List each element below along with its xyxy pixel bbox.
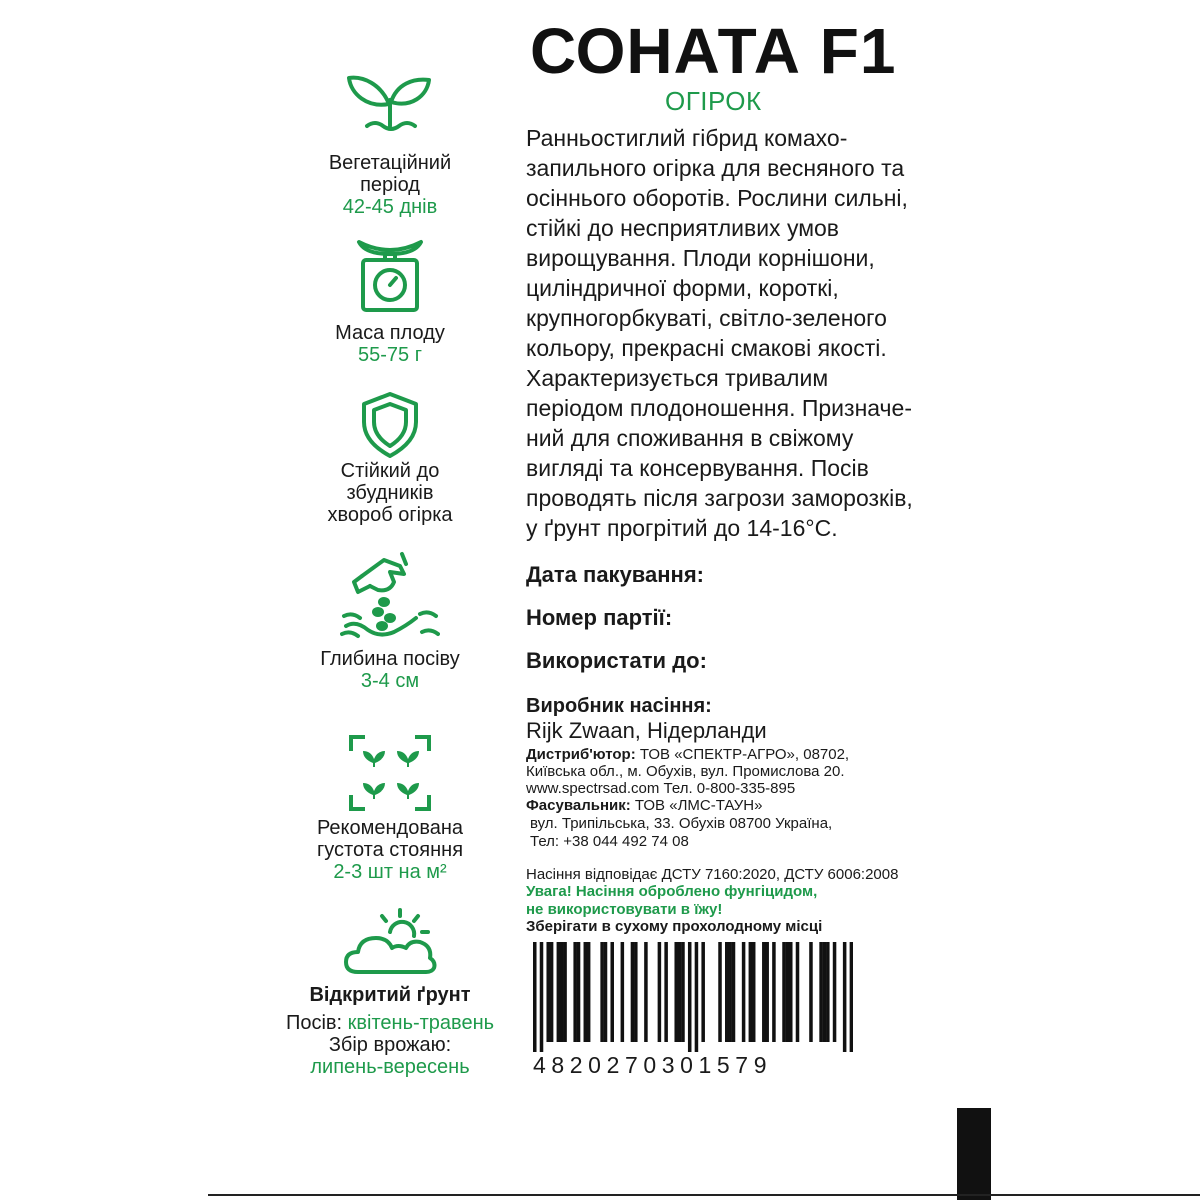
seedling-icon: [345, 68, 435, 138]
distributor-line-3: www.spectrsad.com Тел. 0-800-335-895: [526, 780, 796, 797]
sowing-label: Посів:: [285, 1012, 343, 1034]
barcode-bar: [573, 942, 577, 1042]
barcode-bar: [674, 942, 678, 1042]
vegetation-label-2: період: [360, 174, 420, 196]
producer-heading: Виробник насіння:: [526, 695, 712, 717]
shield-icon: [358, 390, 422, 460]
packer-label: Фасувальник:: [526, 797, 631, 814]
harvest-label: Збір врожаю:: [328, 1034, 452, 1056]
sowing-value: квітень-травень: [347, 1012, 495, 1034]
description-line: осіннього оборотів. Рослини сильні,: [526, 185, 908, 211]
use-by-field: Використати до:: [526, 648, 707, 673]
barcode-bar: [742, 942, 746, 1042]
barcode-bar: [728, 942, 732, 1042]
feature-resistance: [250, 390, 530, 526]
packer-line-2: вул. Трипільська, 33. Обухів 08700 Україна,: [530, 815, 833, 832]
warning-line-2: не використовувати в їжу!: [526, 901, 723, 918]
barcode-bar: [533, 942, 537, 1052]
standard-note: Насіння відповідає ДСТУ 7160:2020, ДСТУ 6006:2008: [526, 866, 899, 883]
product-title: СОНАТА F1: [530, 15, 897, 87]
distributor-line-2: Київська обл., м. Обухів, вул. Промислова 20.: [526, 763, 845, 780]
density-label-1: Рекомендована: [316, 817, 464, 839]
description-line: запильного огірка для весняного та: [526, 155, 905, 181]
pack-date-field: Дата пакування:: [526, 562, 705, 587]
resistance-label-1: Стійкий до: [340, 460, 440, 482]
barcode-bar: [634, 942, 638, 1042]
vegetation-label-1: Вегетаційний: [328, 152, 452, 174]
mass-value: 55-75 г: [357, 344, 422, 366]
depth-value: 3-4 см: [360, 670, 420, 692]
packer-line-3: Тел: +38 044 492 74 08: [530, 833, 689, 850]
barcode-bar: [688, 942, 692, 1052]
barcode-bar: [718, 942, 722, 1042]
sun-cloud-icon: [342, 906, 438, 978]
barcode-bar: [725, 942, 729, 1042]
mass-label: Маса плоду: [335, 322, 445, 344]
density-value: 2-3 шт на м²: [333, 861, 447, 883]
feature-vegetation: [250, 68, 530, 218]
distributor-line-1: Дистриб'ютор: ТОВ «СПЕКТР-АГРО», 08702,: [526, 746, 850, 763]
barcode-bar: [621, 942, 625, 1042]
description-line: Характеризується тривалим: [526, 365, 829, 391]
barcode-bar: [823, 942, 827, 1042]
description-line: вигляді та консервування. Посів: [526, 455, 869, 481]
description-line: крупногорбкуваті, світло-зеленого: [526, 305, 887, 331]
resistance-label-3: хвороб огірка: [327, 504, 453, 526]
hand-sowing-seeds-icon: [340, 548, 440, 642]
barcode-bar: [701, 942, 705, 1042]
plant-grid-icon: [349, 735, 431, 811]
barcode-bar: [695, 942, 699, 1052]
feature-ground: [250, 906, 530, 1078]
barcode-bar: [587, 942, 591, 1042]
barcode-bar: [796, 942, 800, 1042]
barcode-bar: [752, 942, 756, 1042]
description-line: стійкі до несприятливих умов: [526, 215, 840, 241]
barcode-bar: [819, 942, 823, 1042]
barcode-bar: [678, 942, 682, 1042]
barcode-bar: [833, 942, 837, 1042]
feature-mass: [250, 234, 530, 366]
barcode-bar: [843, 942, 847, 1052]
feature-density: [250, 735, 530, 883]
barcode-bar: [563, 942, 567, 1042]
barcode-bar: [644, 942, 648, 1042]
barcode-bar: [762, 942, 766, 1042]
barcode-digits: 4820270301579: [533, 1052, 773, 1078]
product-description: [526, 123, 966, 543]
packer-line-1: Фасувальник: ТОВ «ЛМС-ТАУН»: [526, 797, 763, 814]
warning-line-1: Увага! Насіння оброблено фунгіцидом,: [526, 883, 818, 900]
kitchen-scale-icon: [355, 234, 425, 314]
vegetation-value: 42-45 днів: [342, 196, 438, 218]
barcode-bar: [664, 942, 668, 1042]
sowing-row: [250, 1012, 530, 1034]
feature-depth: [250, 548, 530, 692]
description-line: ний для споживання в свіжому: [526, 425, 854, 451]
barcode-bar: [789, 942, 793, 1042]
barcode-bar: [772, 942, 776, 1042]
barcode-bar: [584, 942, 588, 1042]
barcode-bar: [809, 942, 813, 1042]
resistance-label-2: збудників: [346, 482, 434, 504]
description-line: проводять після загрози заморозків,: [526, 485, 913, 511]
description-line: Ранньостиглий гібрид комахо-: [526, 125, 848, 151]
registration-mark: [957, 1108, 991, 1200]
barcode-bar: [546, 942, 550, 1042]
barcode-bar: [550, 942, 554, 1042]
barcode-bar: [600, 942, 604, 1042]
product-subtitle: ОГІРОК: [665, 86, 762, 116]
barcode-bar: [610, 942, 614, 1042]
barcode-bar: [658, 942, 662, 1042]
barcode-bar: [560, 942, 564, 1042]
description-line: періодом плодоношення. Призначе-: [526, 395, 912, 421]
depth-label: Глибина посіву: [320, 648, 460, 670]
storage-note: Зберігати в сухому прохолодному місці: [526, 918, 823, 935]
barcode-bar: [557, 942, 561, 1042]
barcode-bar: [577, 942, 581, 1042]
barcode-bar: [782, 942, 786, 1042]
description-line: циліндричної форми, короткі,: [526, 275, 839, 301]
batch-number-field: Номер партії:: [526, 605, 673, 630]
barcode-bar: [604, 942, 608, 1042]
barcode-bar: [850, 942, 853, 1052]
barcode: [533, 942, 853, 1052]
barcode-bar: [540, 942, 544, 1052]
barcode-bar: [786, 942, 790, 1042]
description-line: вирощування. Плоди корнішони,: [526, 245, 875, 271]
barcode-bar: [749, 942, 753, 1042]
barcode-bar: [765, 942, 769, 1042]
description-line: у ґрунт прогрітий до 14-16°С.: [526, 515, 838, 541]
barcode-bar: [732, 942, 736, 1042]
harvest-value: липень-вересень: [310, 1056, 470, 1078]
description-line: кольору, прекрасні смакові якості.: [526, 335, 887, 361]
barcode-bar: [826, 942, 830, 1042]
bottom-rule: [208, 1194, 1200, 1196]
density-label-2: густота стояння: [316, 839, 464, 861]
barcode-bar: [631, 942, 635, 1042]
distributor-label: Дистриб'ютор:: [526, 746, 636, 763]
barcode-bar: [681, 942, 685, 1042]
ground-title: Відкритий ґрунт: [309, 984, 471, 1006]
producer-value: Rijk Zwaan, Нідерланди: [526, 718, 767, 743]
